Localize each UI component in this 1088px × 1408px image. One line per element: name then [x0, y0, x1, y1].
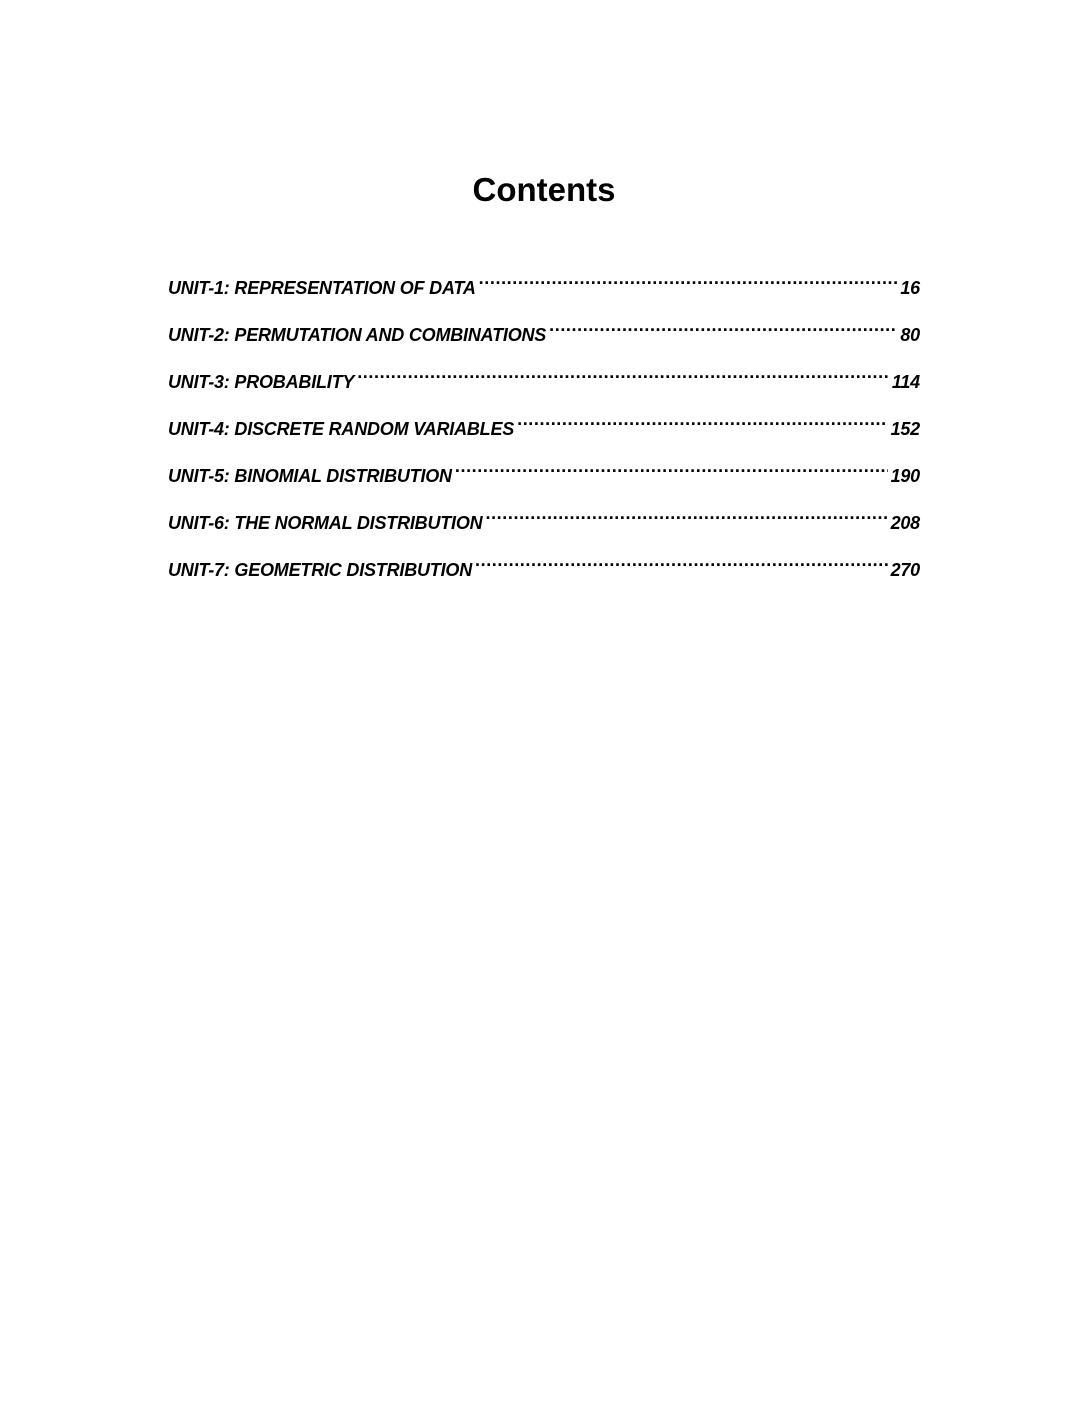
- toc-entry-page-number: 80: [900, 325, 920, 345]
- toc-entry-unit-7[interactable]: [168, 544, 920, 580]
- toc-entry-label: UNIT-3: PROBABILITY: [168, 372, 355, 392]
- dot-leader: [485, 497, 887, 529]
- dot-leader: [455, 450, 888, 482]
- dot-leader: [479, 262, 898, 294]
- dot-leader: [357, 356, 889, 388]
- toc-entry-label: UNIT-2: PERMUTATION AND COMBINATIONS: [168, 325, 547, 345]
- toc-entry-page-number: 152: [890, 419, 920, 439]
- page-title: Contents: [472, 171, 616, 208]
- toc-entry-label: UNIT-7: GEOMETRIC DISTRIBUTION: [168, 560, 472, 580]
- toc-entry-page-number: 270: [890, 560, 920, 580]
- toc-entry-label: UNIT-1: REPRESENTATION OF DATA: [168, 278, 476, 298]
- toc-entry-page-number: 114: [891, 372, 920, 392]
- toc-entry-page-number: 208: [890, 513, 920, 533]
- toc-entry-unit-6[interactable]: [168, 497, 920, 533]
- toc-entry-label: UNIT-6: THE NORMAL DISTRIBUTION: [168, 513, 483, 533]
- table-of-contents: [168, 262, 920, 591]
- dot-leader: [549, 309, 897, 341]
- toc-entry-page-number: 16: [900, 278, 920, 298]
- toc-entry-unit-5[interactable]: [168, 450, 920, 486]
- dot-leader: [475, 544, 888, 576]
- toc-entry-unit-3[interactable]: [168, 356, 920, 392]
- dot-leader: [517, 403, 887, 435]
- toc-entry-unit-1[interactable]: [168, 262, 920, 298]
- toc-entry-label: UNIT-4: DISCRETE RANDOM VARIABLES: [168, 419, 515, 439]
- toc-entry-page-number: 190: [890, 466, 920, 486]
- toc-entry-unit-2[interactable]: [168, 309, 920, 345]
- toc-entry-label: UNIT-5: BINOMIAL DISTRIBUTION: [168, 466, 452, 486]
- toc-entry-unit-4[interactable]: [168, 403, 920, 439]
